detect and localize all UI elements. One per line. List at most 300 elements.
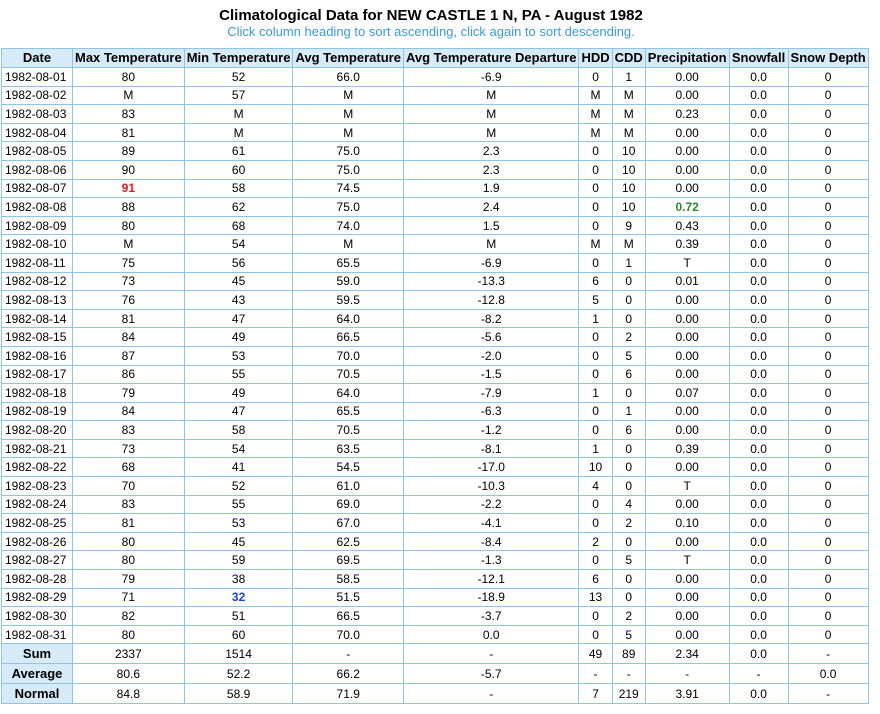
precipitation-cell: 0.00 bbox=[645, 68, 729, 87]
date-cell: 1982-08-17 bbox=[2, 365, 73, 384]
precipitation-cell: 0.00 bbox=[645, 179, 729, 198]
snow-depth-cell: 0 bbox=[788, 179, 868, 198]
avg-temperature-departure-cell: -8.1 bbox=[403, 439, 579, 458]
snowfall-cell: 0.0 bbox=[729, 625, 788, 644]
precipitation-cell: 0.00 bbox=[645, 402, 729, 421]
date-cell: 1982-08-01 bbox=[2, 68, 73, 87]
snow-depth-cell: 0 bbox=[788, 365, 868, 384]
avg-temperature-cell: 58.5 bbox=[293, 570, 403, 589]
avg-temperature-departure-cell: -6.9 bbox=[403, 253, 579, 272]
min-temperature-cell: 49 bbox=[184, 328, 293, 347]
min-temperature-cell: 58.9 bbox=[184, 684, 293, 704]
date-cell: 1982-08-05 bbox=[2, 142, 73, 161]
hdd-cell: 0 bbox=[579, 142, 612, 161]
max-temperature-cell: 84 bbox=[73, 328, 185, 347]
avg-temperature-cell: 62.5 bbox=[293, 532, 403, 551]
avg-temperature-departure-cell: 2.3 bbox=[403, 160, 579, 179]
snow-depth-cell: 0 bbox=[788, 514, 868, 533]
table-row bbox=[2, 86, 869, 105]
avg-temperature-cell: 63.5 bbox=[293, 439, 403, 458]
hdd-cell: 0 bbox=[579, 365, 612, 384]
date-cell: 1982-08-25 bbox=[2, 514, 73, 533]
avg-temperature-departure-cell: M bbox=[403, 235, 579, 254]
precipitation-cell: 3.91 bbox=[645, 684, 729, 704]
column-header-precipitation[interactable]: Precipitation bbox=[645, 49, 729, 68]
column-header-min-temperature[interactable]: Min Temperature bbox=[184, 49, 293, 68]
min-temperature-cell: 58 bbox=[184, 179, 293, 198]
precipitation-cell: 0.00 bbox=[645, 532, 729, 551]
snow-depth-cell: 0 bbox=[788, 105, 868, 124]
summary-label: Sum bbox=[2, 644, 73, 664]
min-temperature-cell: 51 bbox=[184, 607, 293, 626]
precipitation-cell: 0.00 bbox=[645, 142, 729, 161]
hdd-cell: - bbox=[579, 664, 612, 684]
avg-temperature-departure-cell: -7.9 bbox=[403, 384, 579, 403]
table-row bbox=[2, 123, 869, 142]
cdd-cell: 4 bbox=[612, 495, 645, 514]
avg-temperature-cell: 67.0 bbox=[293, 514, 403, 533]
snowfall-cell: 0.0 bbox=[729, 86, 788, 105]
cdd-cell: 0 bbox=[612, 309, 645, 328]
max-temperature-cell: 84.8 bbox=[73, 684, 185, 704]
cdd-cell: M bbox=[612, 86, 645, 105]
cdd-cell: 10 bbox=[612, 179, 645, 198]
column-header-date[interactable]: Date bbox=[2, 49, 73, 68]
hdd-cell: 0 bbox=[579, 625, 612, 644]
snowfall-cell: 0.0 bbox=[729, 235, 788, 254]
max-temperature-cell: 68 bbox=[73, 458, 185, 477]
column-header-cdd[interactable]: CDD bbox=[612, 49, 645, 68]
hdd-cell: 1 bbox=[579, 384, 612, 403]
table-row bbox=[2, 365, 869, 384]
table-row bbox=[2, 588, 869, 607]
table-row bbox=[2, 402, 869, 421]
cdd-cell: 1 bbox=[612, 253, 645, 272]
date-cell: 1982-08-06 bbox=[2, 160, 73, 179]
date-cell: 1982-08-19 bbox=[2, 402, 73, 421]
max-temperature-cell: 86 bbox=[73, 365, 185, 384]
min-temperature-cell: 52.2 bbox=[184, 664, 293, 684]
max-temperature-cell: 83 bbox=[73, 421, 185, 440]
table-summary bbox=[2, 644, 869, 704]
avg-temperature-departure-cell: -5.7 bbox=[403, 664, 579, 684]
avg-temperature-cell: 64.0 bbox=[293, 384, 403, 403]
cdd-cell: 0 bbox=[612, 439, 645, 458]
precipitation-cell: 0.00 bbox=[645, 625, 729, 644]
avg-temperature-departure-cell: -17.0 bbox=[403, 458, 579, 477]
precipitation-cell: 0.43 bbox=[645, 216, 729, 235]
summary-label: Average bbox=[2, 664, 73, 684]
snow-depth-cell: 0 bbox=[788, 625, 868, 644]
max-temperature-cell: 81 bbox=[73, 514, 185, 533]
snowfall-cell: 0.0 bbox=[729, 291, 788, 310]
hdd-cell: 0 bbox=[579, 421, 612, 440]
snowfall-cell: 0.0 bbox=[729, 123, 788, 142]
snow-depth-cell: 0 bbox=[788, 68, 868, 87]
hdd-cell: 0 bbox=[579, 198, 612, 217]
table-body bbox=[2, 68, 869, 644]
snowfall-cell: 0.0 bbox=[729, 309, 788, 328]
min-temperature-cell: 45 bbox=[184, 272, 293, 291]
avg-temperature-departure-cell: - bbox=[403, 684, 579, 704]
table-row bbox=[2, 198, 869, 217]
snowfall-cell: 0.0 bbox=[729, 142, 788, 161]
hdd-cell: 0 bbox=[579, 216, 612, 235]
avg-temperature-departure-cell: 0.0 bbox=[403, 625, 579, 644]
avg-temperature-departure-cell: -12.8 bbox=[403, 291, 579, 310]
min-temperature-cell: 49 bbox=[184, 384, 293, 403]
date-cell: 1982-08-22 bbox=[2, 458, 73, 477]
cdd-cell: 0 bbox=[612, 272, 645, 291]
snowfall-cell: 0.0 bbox=[729, 644, 788, 664]
avg-temperature-departure-cell: M bbox=[403, 105, 579, 124]
avg-temperature-departure-cell: -8.4 bbox=[403, 532, 579, 551]
precipitation-cell: 0.72 bbox=[645, 198, 729, 217]
snowfall-cell: 0.0 bbox=[729, 570, 788, 589]
precipitation-cell: 0.00 bbox=[645, 588, 729, 607]
cdd-cell: 2 bbox=[612, 328, 645, 347]
avg-temperature-departure-cell: -6.3 bbox=[403, 402, 579, 421]
avg-temperature-cell: M bbox=[293, 123, 403, 142]
precipitation-cell: 0.00 bbox=[645, 123, 729, 142]
max-temperature-cell: 89 bbox=[73, 142, 185, 161]
precipitation-cell: 2.34 bbox=[645, 644, 729, 664]
precipitation-cell: 0.00 bbox=[645, 309, 729, 328]
table-row bbox=[2, 272, 869, 291]
max-temperature-cell: 80 bbox=[73, 551, 185, 570]
snow-depth-cell: 0 bbox=[788, 328, 868, 347]
cdd-cell: 1 bbox=[612, 402, 645, 421]
cdd-cell: 10 bbox=[612, 160, 645, 179]
precipitation-cell: 0.00 bbox=[645, 421, 729, 440]
avg-temperature-departure-cell: - bbox=[403, 644, 579, 664]
min-temperature-cell: 55 bbox=[184, 495, 293, 514]
table-row bbox=[2, 570, 869, 589]
max-temperature-cell: 79 bbox=[73, 384, 185, 403]
summary-row-average bbox=[2, 664, 869, 684]
cdd-cell: 0 bbox=[612, 477, 645, 496]
table-row bbox=[2, 309, 869, 328]
table-row bbox=[2, 439, 869, 458]
precipitation-cell: 0.23 bbox=[645, 105, 729, 124]
avg-temperature-departure-cell: -3.7 bbox=[403, 607, 579, 626]
cdd-cell: 219 bbox=[612, 684, 645, 704]
min-temperature-cell: 47 bbox=[184, 402, 293, 421]
hdd-cell: 0 bbox=[579, 253, 612, 272]
table-row bbox=[2, 291, 869, 310]
min-temperature-cell: 54 bbox=[184, 235, 293, 254]
table-row bbox=[2, 105, 869, 124]
snowfall-cell: 0.0 bbox=[729, 514, 788, 533]
table-row bbox=[2, 421, 869, 440]
min-temperature-cell: 41 bbox=[184, 458, 293, 477]
hdd-cell: 0 bbox=[579, 328, 612, 347]
column-header-avg-temperature-departure[interactable]: Avg Temperature Departure bbox=[403, 49, 579, 68]
avg-temperature-departure-cell: -2.2 bbox=[403, 495, 579, 514]
date-cell: 1982-08-27 bbox=[2, 551, 73, 570]
avg-temperature-cell: 51.5 bbox=[293, 588, 403, 607]
date-cell: 1982-08-10 bbox=[2, 235, 73, 254]
column-header-avg-temperature[interactable]: Avg Temperature bbox=[293, 49, 403, 68]
date-cell: 1982-08-26 bbox=[2, 532, 73, 551]
snow-depth-cell: 0 bbox=[788, 272, 868, 291]
snow-depth-cell: 0 bbox=[788, 607, 868, 626]
snow-depth-cell: 0 bbox=[788, 235, 868, 254]
avg-temperature-cell: 75.0 bbox=[293, 142, 403, 161]
column-header-snowfall[interactable]: Snowfall bbox=[729, 49, 788, 68]
max-temperature-cell: 87 bbox=[73, 346, 185, 365]
max-temperature-cell: 81 bbox=[73, 309, 185, 328]
sort-instructions: Click column heading to sort ascending, click again to sort descending. bbox=[227, 24, 635, 39]
avg-temperature-departure-cell: -1.5 bbox=[403, 365, 579, 384]
date-cell: 1982-08-28 bbox=[2, 570, 73, 589]
table-row bbox=[2, 495, 869, 514]
min-temperature-cell: 61 bbox=[184, 142, 293, 161]
min-temperature-cell: 52 bbox=[184, 68, 293, 87]
max-temperature-cell: 75 bbox=[73, 253, 185, 272]
avg-temperature-cell: 54.5 bbox=[293, 458, 403, 477]
hdd-cell: 0 bbox=[579, 551, 612, 570]
min-temperature-cell: 54 bbox=[184, 439, 293, 458]
avg-temperature-cell: 75.0 bbox=[293, 160, 403, 179]
precipitation-cell: 0.00 bbox=[645, 86, 729, 105]
snowfall-cell: 0.0 bbox=[729, 551, 788, 570]
cdd-cell: 2 bbox=[612, 607, 645, 626]
precipitation-cell: 0.00 bbox=[645, 291, 729, 310]
snow-depth-cell: 0 bbox=[788, 458, 868, 477]
summary-row-normal bbox=[2, 684, 869, 704]
max-temperature-cell: 70 bbox=[73, 477, 185, 496]
avg-temperature-cell: 59.5 bbox=[293, 291, 403, 310]
table-row bbox=[2, 216, 869, 235]
table-row bbox=[2, 532, 869, 551]
snowfall-cell: 0.0 bbox=[729, 365, 788, 384]
table-row bbox=[2, 625, 869, 644]
date-cell: 1982-08-29 bbox=[2, 588, 73, 607]
snow-depth-cell: 0 bbox=[788, 123, 868, 142]
snow-depth-cell: 0 bbox=[788, 160, 868, 179]
cdd-cell: M bbox=[612, 105, 645, 124]
avg-temperature-departure-cell: -10.3 bbox=[403, 477, 579, 496]
avg-temperature-departure-cell: -1.3 bbox=[403, 551, 579, 570]
date-cell: 1982-08-18 bbox=[2, 384, 73, 403]
min-temperature-cell: 52 bbox=[184, 477, 293, 496]
snowfall-cell: 0.0 bbox=[729, 607, 788, 626]
cdd-cell: 0 bbox=[612, 588, 645, 607]
min-temperature-cell: M bbox=[184, 105, 293, 124]
avg-temperature-departure-cell: 1.5 bbox=[403, 216, 579, 235]
precipitation-cell: 0.00 bbox=[645, 495, 729, 514]
cdd-cell: 5 bbox=[612, 551, 645, 570]
snow-depth-cell: 0 bbox=[788, 216, 868, 235]
avg-temperature-cell: 66.5 bbox=[293, 328, 403, 347]
snow-depth-cell: - bbox=[788, 684, 868, 704]
hdd-cell: 0 bbox=[579, 607, 612, 626]
hdd-cell: 0 bbox=[579, 495, 612, 514]
max-temperature-cell: M bbox=[73, 86, 185, 105]
max-temperature-cell: 83 bbox=[73, 105, 185, 124]
column-header-max-temperature[interactable]: Max Temperature bbox=[73, 49, 185, 68]
cdd-cell: 5 bbox=[612, 625, 645, 644]
avg-temperature-cell: 74.0 bbox=[293, 216, 403, 235]
table-row bbox=[2, 68, 869, 87]
cdd-cell: 89 bbox=[612, 644, 645, 664]
climate-table bbox=[1, 48, 869, 704]
cdd-cell: M bbox=[612, 235, 645, 254]
max-temperature-cell: 82 bbox=[73, 607, 185, 626]
avg-temperature-cell: 70.5 bbox=[293, 365, 403, 384]
avg-temperature-cell: 75.0 bbox=[293, 198, 403, 217]
snow-depth-cell: 0 bbox=[788, 495, 868, 514]
date-cell: 1982-08-30 bbox=[2, 607, 73, 626]
snowfall-cell: 0.0 bbox=[729, 105, 788, 124]
snowfall-cell: 0.0 bbox=[729, 272, 788, 291]
max-temperature-cell: 80 bbox=[73, 68, 185, 87]
date-cell: 1982-08-24 bbox=[2, 495, 73, 514]
table-row bbox=[2, 458, 869, 477]
snow-depth-cell: 0 bbox=[788, 588, 868, 607]
snow-depth-cell: 0 bbox=[788, 142, 868, 161]
snowfall-cell: 0.0 bbox=[729, 160, 788, 179]
max-temperature-cell: 83 bbox=[73, 495, 185, 514]
cdd-cell: 10 bbox=[612, 142, 645, 161]
precipitation-cell: T bbox=[645, 477, 729, 496]
snow-depth-cell: 0 bbox=[788, 291, 868, 310]
column-header-snow-depth[interactable]: Snow Depth bbox=[788, 49, 868, 68]
min-temperature-cell: 53 bbox=[184, 514, 293, 533]
hdd-cell: 0 bbox=[579, 514, 612, 533]
avg-temperature-cell: 64.0 bbox=[293, 309, 403, 328]
table-row bbox=[2, 253, 869, 272]
avg-temperature-departure-cell: -5.6 bbox=[403, 328, 579, 347]
table-row bbox=[2, 607, 869, 626]
cdd-cell: 0 bbox=[612, 291, 645, 310]
snowfall-cell: 0.0 bbox=[729, 346, 788, 365]
summary-label: Normal bbox=[2, 684, 73, 704]
avg-temperature-cell: 69.0 bbox=[293, 495, 403, 514]
snow-depth-cell: - bbox=[788, 644, 868, 664]
max-temperature-cell: 80.6 bbox=[73, 664, 185, 684]
max-temperature-cell: 81 bbox=[73, 123, 185, 142]
max-temperature-cell: 80 bbox=[73, 625, 185, 644]
avg-temperature-departure-cell: 2.4 bbox=[403, 198, 579, 217]
avg-temperature-cell: 69.5 bbox=[293, 551, 403, 570]
hdd-cell: M bbox=[579, 86, 612, 105]
max-temperature-cell: 84 bbox=[73, 402, 185, 421]
min-temperature-cell: 38 bbox=[184, 570, 293, 589]
snow-depth-cell: 0 bbox=[788, 439, 868, 458]
precipitation-cell: T bbox=[645, 253, 729, 272]
snowfall-cell: - bbox=[729, 664, 788, 684]
precipitation-cell: 0.01 bbox=[645, 272, 729, 291]
table-row bbox=[2, 160, 869, 179]
hdd-cell: 0 bbox=[579, 68, 612, 87]
snowfall-cell: 0.0 bbox=[729, 384, 788, 403]
avg-temperature-cell: 66.5 bbox=[293, 607, 403, 626]
precipitation-cell: 0.39 bbox=[645, 235, 729, 254]
snow-depth-cell: 0.0 bbox=[788, 664, 868, 684]
snowfall-cell: 0.0 bbox=[729, 402, 788, 421]
avg-temperature-cell: 59.0 bbox=[293, 272, 403, 291]
date-cell: 1982-08-23 bbox=[2, 477, 73, 496]
min-temperature-cell: 60 bbox=[184, 625, 293, 644]
min-temperature-cell: 56 bbox=[184, 253, 293, 272]
snowfall-cell: 0.0 bbox=[729, 495, 788, 514]
max-temperature-cell: 73 bbox=[73, 272, 185, 291]
snowfall-cell: 0.0 bbox=[729, 421, 788, 440]
column-header-hdd[interactable]: HDD bbox=[579, 49, 612, 68]
precipitation-cell: 0.10 bbox=[645, 514, 729, 533]
max-temperature-cell: 2337 bbox=[73, 644, 185, 664]
avg-temperature-cell: 70.0 bbox=[293, 625, 403, 644]
precipitation-cell: 0.00 bbox=[645, 160, 729, 179]
cdd-cell: 9 bbox=[612, 216, 645, 235]
avg-temperature-departure-cell: 2.3 bbox=[403, 142, 579, 161]
hdd-cell: 0 bbox=[579, 160, 612, 179]
min-temperature-cell: 68 bbox=[184, 216, 293, 235]
avg-temperature-departure-cell: 1.9 bbox=[403, 179, 579, 198]
avg-temperature-cell: 61.0 bbox=[293, 477, 403, 496]
summary-row-sum bbox=[2, 644, 869, 664]
hdd-cell: 4 bbox=[579, 477, 612, 496]
precipitation-cell: T bbox=[645, 551, 729, 570]
hdd-cell: 6 bbox=[579, 570, 612, 589]
date-cell: 1982-08-03 bbox=[2, 105, 73, 124]
precipitation-cell: - bbox=[645, 664, 729, 684]
hdd-cell: 5 bbox=[579, 291, 612, 310]
table-row bbox=[2, 235, 869, 254]
date-cell: 1982-08-09 bbox=[2, 216, 73, 235]
table-row bbox=[2, 179, 869, 198]
avg-temperature-cell: 65.5 bbox=[293, 402, 403, 421]
snow-depth-cell: 0 bbox=[788, 421, 868, 440]
max-temperature-cell: 76 bbox=[73, 291, 185, 310]
snowfall-cell: 0.0 bbox=[729, 684, 788, 704]
snow-depth-cell: 0 bbox=[788, 253, 868, 272]
cdd-cell: 2 bbox=[612, 514, 645, 533]
avg-temperature-cell: M bbox=[293, 105, 403, 124]
avg-temperature-cell: M bbox=[293, 86, 403, 105]
table-row bbox=[2, 142, 869, 161]
date-cell: 1982-08-15 bbox=[2, 328, 73, 347]
date-cell: 1982-08-14 bbox=[2, 309, 73, 328]
hdd-cell: 0 bbox=[579, 402, 612, 421]
date-cell: 1982-08-21 bbox=[2, 439, 73, 458]
snow-depth-cell: 0 bbox=[788, 384, 868, 403]
precipitation-cell: 0.00 bbox=[645, 458, 729, 477]
date-cell: 1982-08-08 bbox=[2, 198, 73, 217]
max-temperature-cell: 90 bbox=[73, 160, 185, 179]
min-temperature-cell: 60 bbox=[184, 160, 293, 179]
avg-temperature-departure-cell: -8.2 bbox=[403, 309, 579, 328]
cdd-cell: 10 bbox=[612, 198, 645, 217]
snow-depth-cell: 0 bbox=[788, 477, 868, 496]
precipitation-cell: 0.00 bbox=[645, 365, 729, 384]
table-row bbox=[2, 384, 869, 403]
avg-temperature-cell: 74.5 bbox=[293, 179, 403, 198]
table-row bbox=[2, 514, 869, 533]
date-cell: 1982-08-11 bbox=[2, 253, 73, 272]
date-cell: 1982-08-16 bbox=[2, 346, 73, 365]
min-temperature-cell: 47 bbox=[184, 309, 293, 328]
date-cell: 1982-08-31 bbox=[2, 625, 73, 644]
hdd-cell: 0 bbox=[579, 346, 612, 365]
precipitation-cell: 0.00 bbox=[645, 570, 729, 589]
snowfall-cell: 0.0 bbox=[729, 68, 788, 87]
cdd-cell: 1 bbox=[612, 68, 645, 87]
min-temperature-cell: 45 bbox=[184, 532, 293, 551]
max-temperature-cell: 80 bbox=[73, 216, 185, 235]
